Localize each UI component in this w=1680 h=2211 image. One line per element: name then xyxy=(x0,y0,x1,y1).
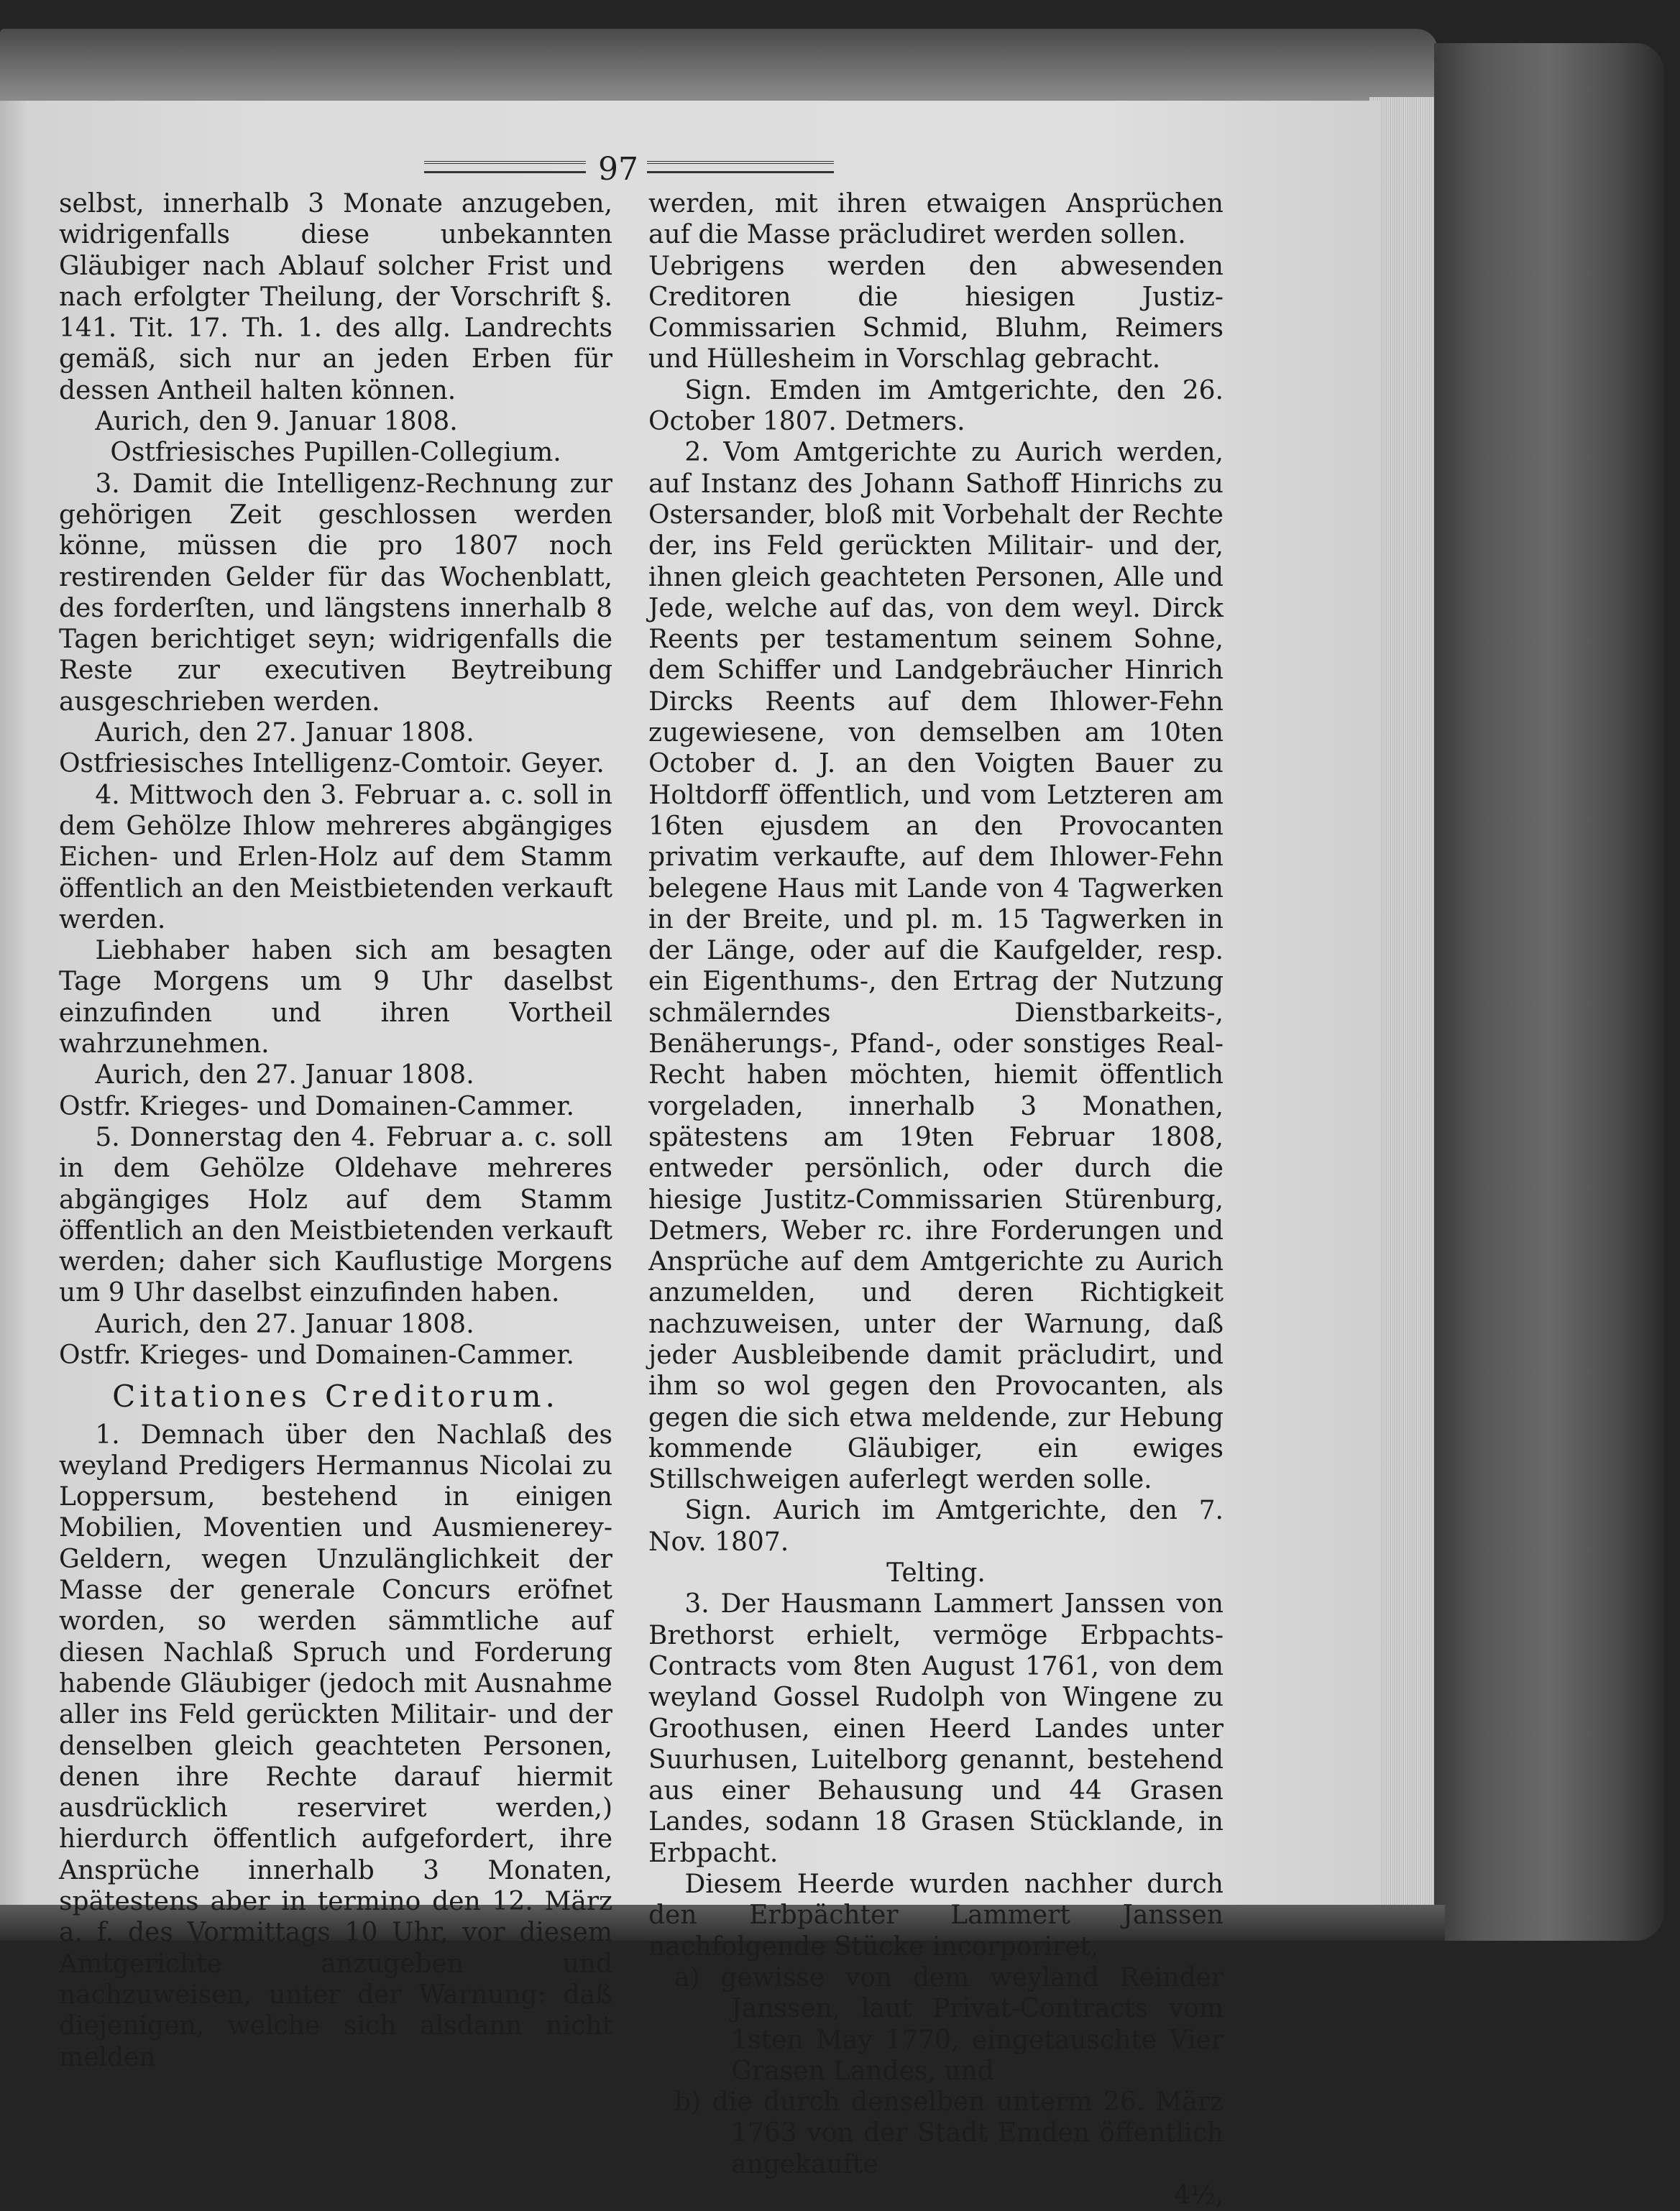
right-paragraph: 2. Vom Amtgerichte zu Aurich werden, auf Instanz des Johann Sathoff Hinrichs zu Ostersander, bloß mit Vorbehalt der Rechte der, ins Feld gerückten Militair- und der, ihnen gleich geachteten Personen, Alle und Jede, welche auf das, von dem weyl. Dirck Reents per testamentum seinem Sohne, dem Schiffer und Landgebräucher Hinrich Dircks Reents auf dem Ihlower-Fehn zugewiesene, von demselben am 10ten October d. J. an den Voigten Bauer zu Holtdorff öffentlich, und vom Letzteren am 16ten ejusdem an den Provocanten privatim verkaufte, auf dem Ihlower-Fehn belegene Haus mit Lande von 4 Tagwerken in der Breite, und pl. m. 15 Tagwerken in der Länge, oder auf die Kaufgelder, resp. ein Eigenthums-, den Ertrag der Nutzung schmälerndes Dienstbarkeits-, Benäherungs-, Pfand-, oder sonstiges Real-Recht haben möchten, hiemit öffentlich vorgeladen, innerhalb 3 Monathen, spätestens am 19ten Februar 1808, entweder persönlich, oder durch die hiesige Justitz-Commissarien Stürenburg, Detmers, Weber rc. ihre Forderungen und Ansprüche auf dem Amtgerichte zu Aurich anzumelden, und deren Richtigkeit nachzuweisen, unter der Warnung, daß jeder Ausbleibende damit präcludirt, und ihm so wol gegen den Provocanten, als gegen die sich etwa meldende, zur Hebung kommende Gläubiger, ein ewiges Stillschweigen auferlegt werden solle. xyxy=(648,438,1224,1495)
right-paragraph: Sign. Emden im Amtgerichte, den 26. October 1807. Detmers. xyxy=(648,375,1224,437)
left-paragraph: selbst, innerhalb 3 Monate anzugeben, widrigenfalls diese unbekannten Gläubiger nach Ablauf solcher Frist und nach erfolgter Theilung, der Vorschrift §. 141. Tit. 17. Th. 1. des allg. Landrechts gemäß, sich nur an jeden Erben für dessen Antheil halten können. xyxy=(59,189,612,405)
section-heading: Citationes Creditorum. xyxy=(112,1379,559,1415)
left-paragraph: Aurich, den 27. Januar 1808. xyxy=(95,718,474,748)
header-rule-right xyxy=(647,161,834,173)
page-header xyxy=(417,151,848,187)
header-rule-left xyxy=(424,161,586,173)
right-paragraph: werden, mit ihren etwaigen Ansprüchen auf die Masse präcludiret werden sollen. xyxy=(648,189,1224,250)
right-paragraph: Sign. Aurich im Amtgerichte, den 7. Nov. 1807. xyxy=(648,1496,1224,1557)
left-paragraph: 4. Mittwoch den 3. Februar a. c. soll in dem Gehölze Ihlow mehreres abgängiges Eichen- und Erlen-Holz auf dem Stamm öffentlich an den Meistbietenden verkauft werden. xyxy=(59,780,612,934)
left-paragraph: Ostfriesisches Intelligenz-Comtoir. Geyer. xyxy=(59,749,605,779)
left-paragraph: 1. Demnach über den Nachlaß des weyland Predigers Hermannus Nicolai zu Loppersum, bestehend in einigen Mobilien, Moventien und Ausmienerey-Geldern, wegen Unzulänglichkeit der Masse der generale Concurs eröfnet worden, so werden sämmtliche auf diesen Nachlaß Spruch und Forderung habende Gläubiger (jedoch mit Ausnahme aller ins Feld gerückten Militair- und der denselben gleich geachteten Personen, denen ihre Rechte darauf hiermit ausdrücklich reserviret werden,) hierdurch öffentlich aufgefordert, ihre Ansprüche innerhalb 3 Monaten, spätestens aber in termino den 12. März a. f. des Vormittags 10 Uhr, vor diesem Amtgerichte anzugeben und nachzuweisen, unter der Warnung: daß diejenigen, welche sich alsdann nicht melden xyxy=(59,1420,612,2072)
right-paragraph: Uebrigens werden den abwesenden Creditoren die hiesigen Justiz-Commissarien Schmid, Bluhm, Reimers und Hüllesheim in Vorschlag gebracht. xyxy=(648,251,1224,374)
left-paragraph: Ostfr. Krieges- und Domainen-Cammer. xyxy=(59,1091,574,1121)
left-paragraph: 5. Donnerstag den 4. Februar a. c. soll in dem Gehölze Oldehave mehreres abgängiges Holz auf dem Stamm öffentlich an den Meistbietenden verkauft werden; daher sich Kauflustige Morgens um 9 Uhr daselbst einzufinden haben. xyxy=(59,1122,612,1308)
left-paragraph: 3. Damit die Intelligenz-Rechnung zur gehörigen Zeit geschlossen werden könne, müssen die pro 1807 noch restirenden Gelder für das Wochenblatt, des forderſten, und längstens innerhalb 8 Tagen berichtiget seyn; widrigenfalls die Reste zur executiven Beytreibung ausgeschrieben werden. xyxy=(59,469,612,717)
catchword: 4½, xyxy=(1173,2181,1224,2210)
right-paragraph: Diesem Heerde wurden nachher durch den Erbpächter Lammert Janssen nachfolgende Stücke incorporiret, xyxy=(648,1870,1224,1962)
left-paragraph: Liebhaber haben sich am besagten Tage Morgens um 9 Uhr daselbst einzufinden und ihren Vortheil wahrzunehmen. xyxy=(59,936,612,1059)
left-paragraph: Aurich, den 27. Januar 1808. xyxy=(95,1309,474,1339)
left-paragraph: Ostfriesisches Pupillen-Collegium. xyxy=(110,438,561,468)
left-paragraph: Aurich, den 9. Januar 1808. xyxy=(95,407,458,437)
right-paragraph: Telting. xyxy=(886,1558,986,1589)
list-item: b) die durch denselben unterm 26. März 1763 von der Stadt Emden öffentlich angekaufte xyxy=(674,2087,1224,2179)
right-text-column xyxy=(648,188,1224,2211)
page-number: 97 xyxy=(598,151,638,188)
list-item: a) gewisse von dem weyland Reinder Janssen, laut Privat-Contracts vom 1sten May 1770, eingetauschte Vier Grasen Landes, und xyxy=(674,1962,1224,2086)
left-text-column xyxy=(59,188,612,2073)
book-edge xyxy=(1434,43,1664,1941)
right-paragraph: 3. Der Hausmann Lammert Janssen von Brethorst erhielt, vermöge Erbpachts-Contracts vom 8ten August 1761, von dem weyland Gossel Rudolph von Wingene zu Groothusen, einen Heerd Landes unter Suurhusen, Luitelborg genannt, bestehend aus einer Behausung und 44 Grasen Landes, sodann 18 Grasen Stücklande, in Erbpacht. xyxy=(648,1589,1224,1868)
left-paragraph: Ostfr. Krieges- und Domainen-Cammer. xyxy=(59,1340,574,1370)
left-paragraph: Aurich, den 27. Januar 1808. xyxy=(95,1060,474,1090)
